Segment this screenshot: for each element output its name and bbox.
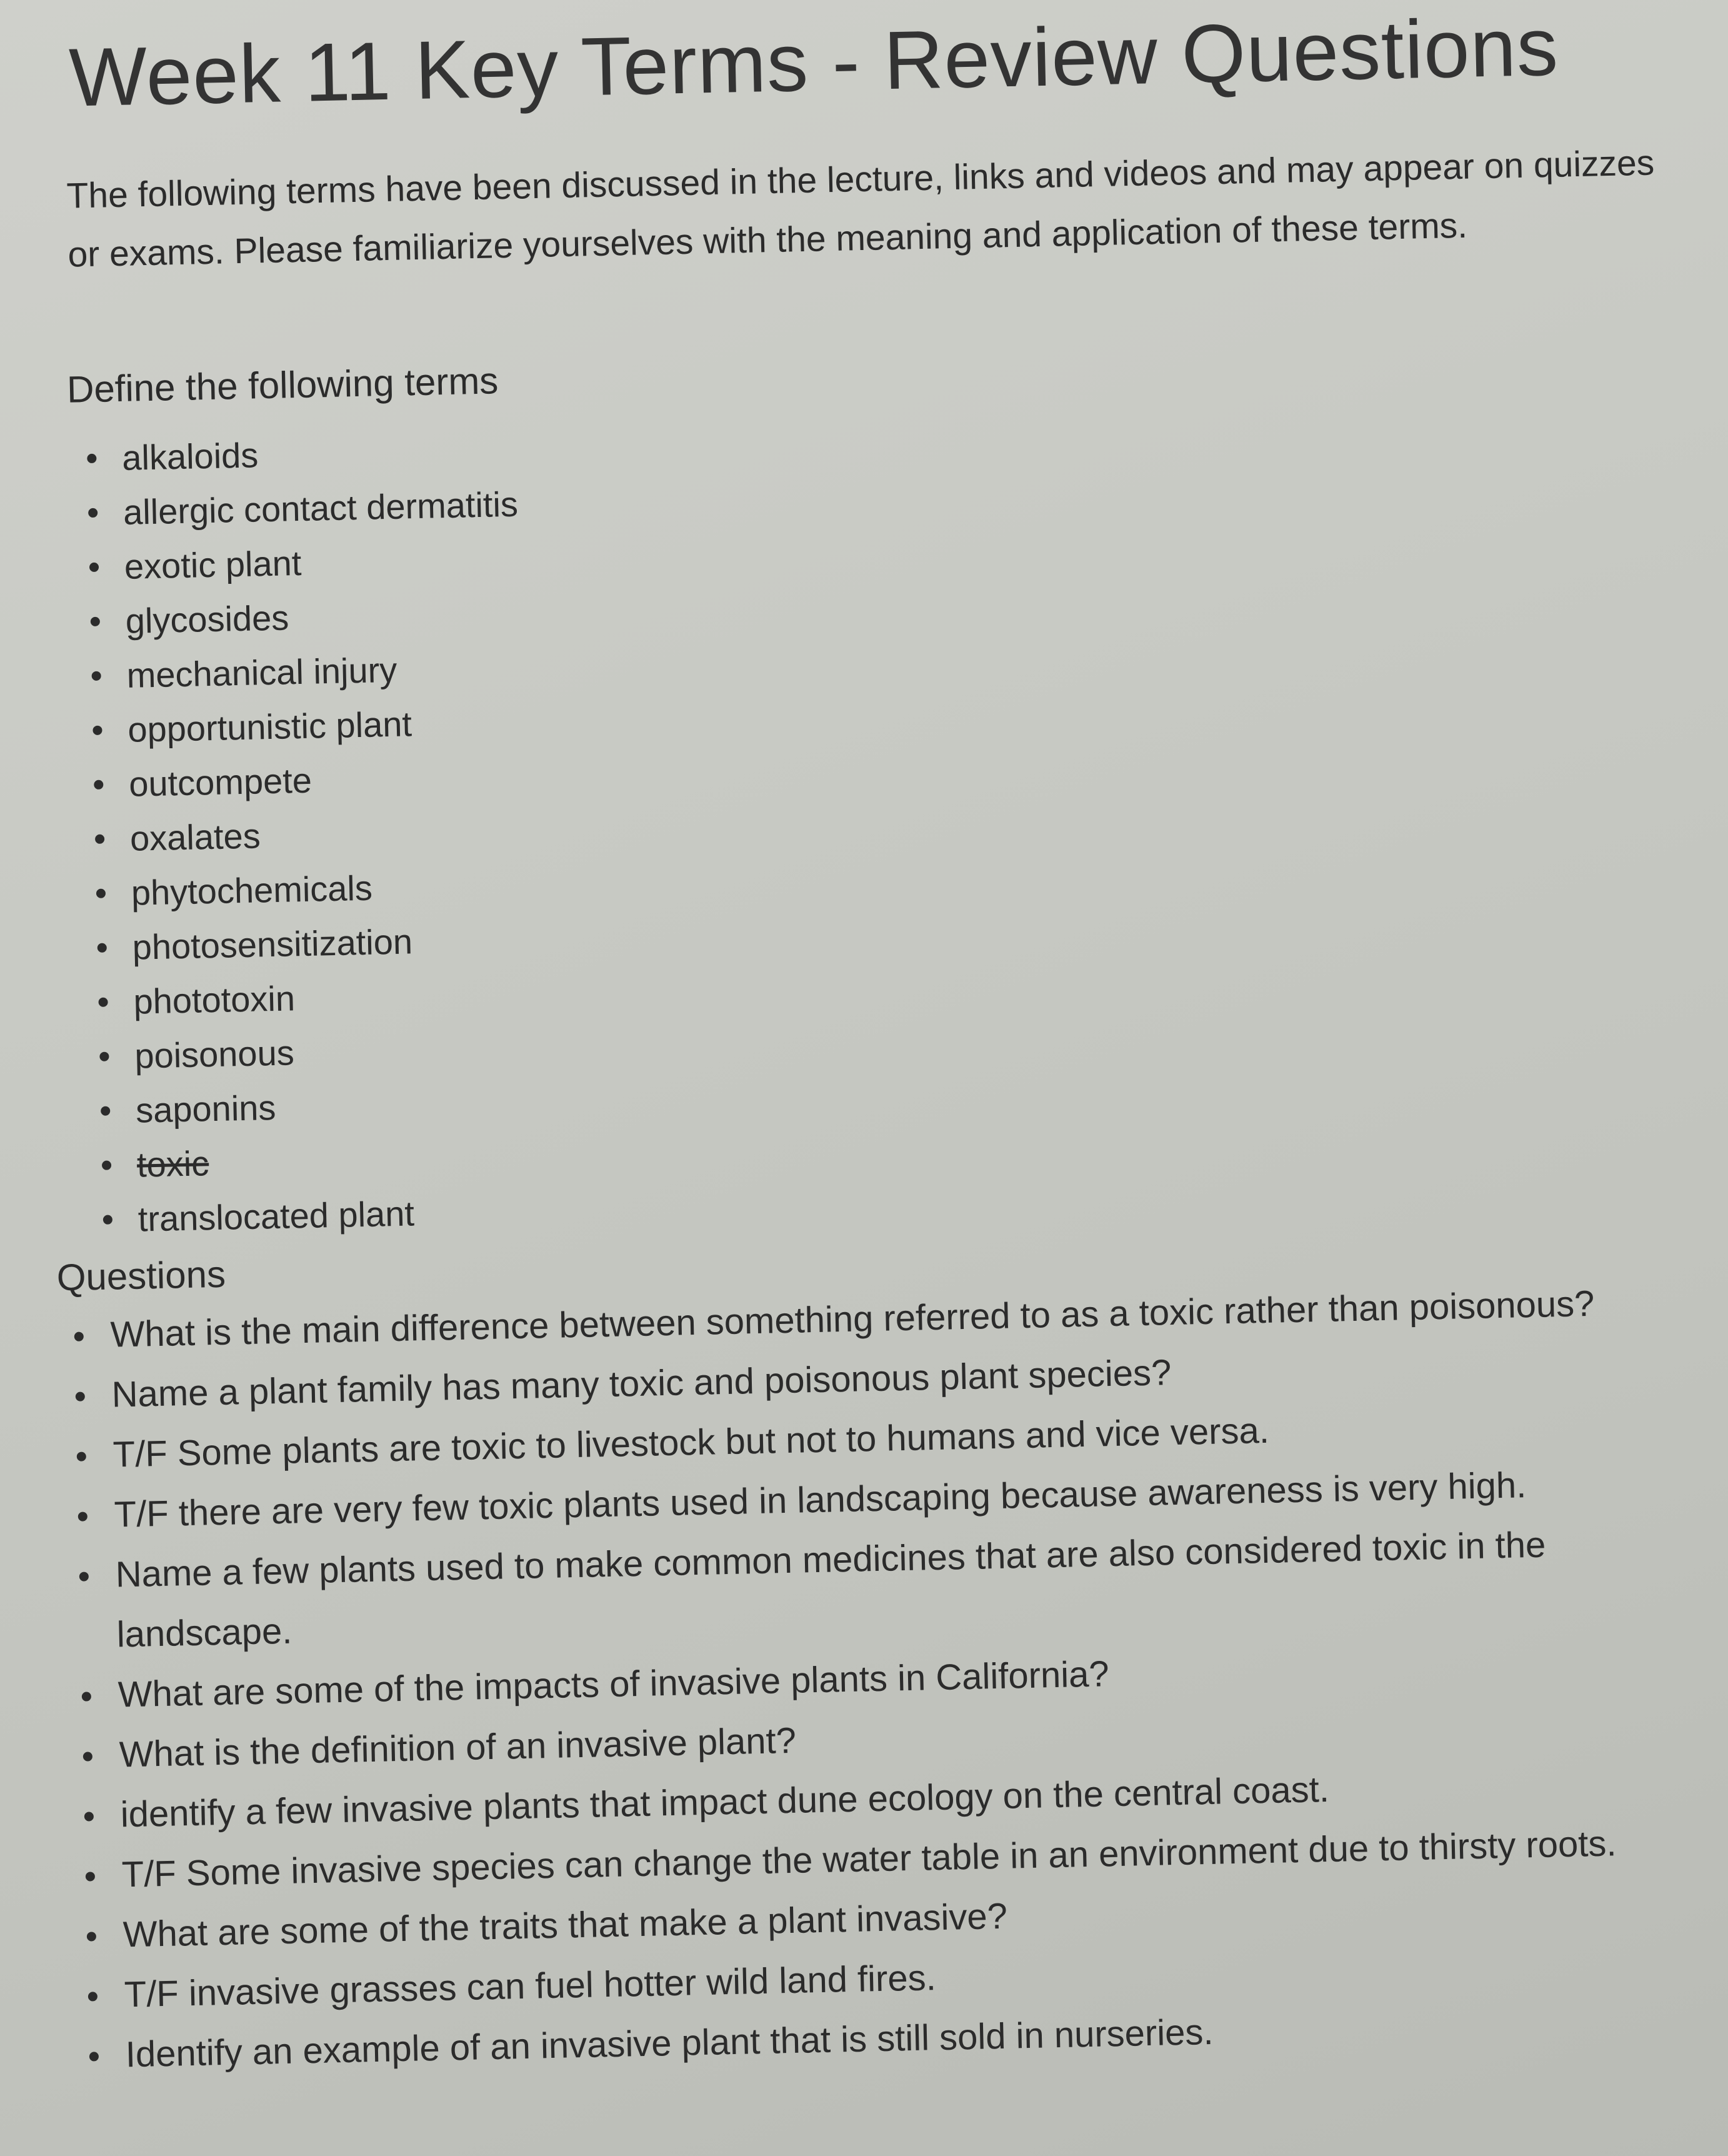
question-item: T/F Some invasive species can change the water table in an environment due to thirsty roots. bbox=[121, 1812, 1684, 1905]
term-item: exotic plant bbox=[124, 531, 519, 594]
question-item: identify a few invasive plants that impact dune ecology on the central coast. bbox=[120, 1752, 1683, 1845]
term-item: oxalates bbox=[129, 803, 525, 866]
key-terms-list bbox=[121, 423, 533, 1246]
term-item: saponins bbox=[135, 1075, 531, 1137]
question-item: Identify an example of an invasive plant that is still sold in nurseries. bbox=[125, 1992, 1688, 2085]
term-item: photosensitization bbox=[132, 912, 527, 975]
term-item: poisonous bbox=[134, 1020, 530, 1083]
term-item: translocated plant bbox=[137, 1183, 533, 1246]
page-title: Week 11 Key Terms - Review Questions bbox=[68, 0, 1560, 124]
term-item: mechanical injury bbox=[126, 640, 522, 703]
define-terms-heading: Define the following terms bbox=[66, 359, 499, 411]
question-item: What are some of the impacts of invasive plants in California? bbox=[117, 1632, 1681, 1725]
questions-list bbox=[110, 1272, 1689, 2085]
question-item: Name a plant family has many toxic and poisonous plant species? bbox=[111, 1332, 1674, 1425]
term-item: allergic contact dermatitis bbox=[122, 477, 518, 539]
question-item: What is the main difference between something referred to as a toxic rather than poisonous? bbox=[110, 1272, 1673, 1365]
question-item: What are some of the traits that make a plant invasive? bbox=[122, 1872, 1686, 1965]
term-item: phototoxin bbox=[133, 966, 529, 1028]
term-item-struck: toxic bbox=[136, 1129, 532, 1191]
term-item: alkaloids bbox=[121, 423, 517, 485]
question-item: What is the definition of an invasive plant? bbox=[119, 1692, 1682, 1785]
question-item: T/F invasive grasses can fuel hotter wild land fires. bbox=[124, 1932, 1687, 2025]
question-item: Name a few plants used to make common medicines that are also considered toxic in the landscape. bbox=[115, 1512, 1679, 1665]
term-item: phytochemicals bbox=[131, 858, 526, 920]
question-item: T/F Some plants are toxic to livestock but not to humans and vice versa. bbox=[112, 1392, 1676, 1485]
question-item: T/F there are very few toxic plants used in landscaping because awareness is very high. bbox=[114, 1452, 1677, 1545]
term-item: glycosides bbox=[125, 586, 521, 648]
questions-heading: Questions bbox=[56, 1253, 226, 1299]
term-item: opportunistic plant bbox=[127, 694, 523, 757]
term-item: outcompete bbox=[128, 749, 524, 811]
intro-paragraph: The following terms have been discussed in the lecture, links and videos and may appear on quizzes or exams. Please familiarize yourselves with the meaning and application of these terms. bbox=[66, 143, 1655, 275]
